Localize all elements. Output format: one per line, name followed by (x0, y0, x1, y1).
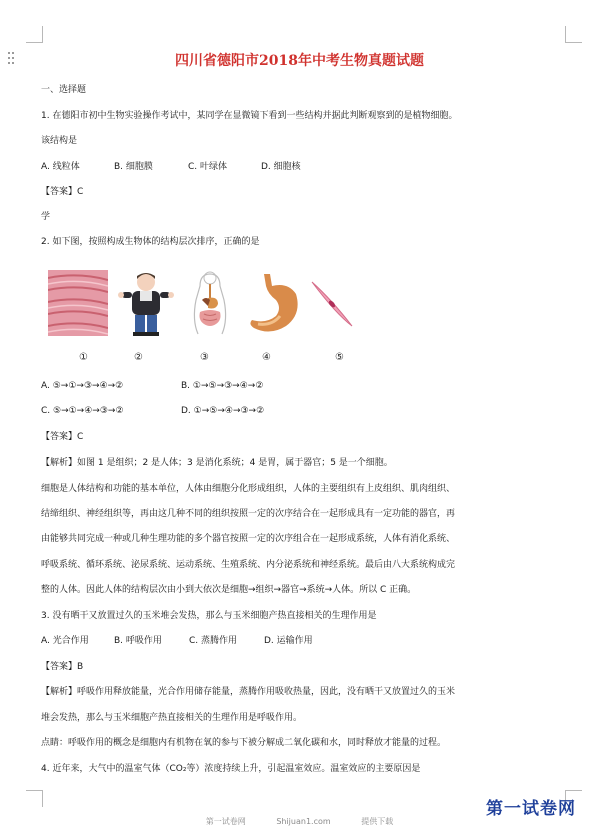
digestive-system-image (178, 270, 242, 336)
question-2-analysis-line: 结缔组织、神经组织等，再由这几种不同的组织按照一定的次序结合在一起形成具有一定功能的器官，再 (41, 509, 456, 519)
figure-labels (0, 352, 599, 366)
option-c: C. 叶绿体 (188, 162, 228, 172)
question-4-stem: 4. 近年来，大气中的温室气体（CO₂等）浓度持续上升，引起温室效应。温室效应的主要原因是 (41, 764, 421, 774)
question-3-options (41, 635, 313, 647)
option-d: D. ①→⑤→④→③→② (181, 406, 265, 416)
figure-label-4: ④ (262, 352, 271, 363)
figure-label-5: ⑤ (335, 352, 344, 363)
question-2-options-row2 (41, 405, 264, 417)
question-2-analysis-line: 呼吸系统、循环系统、泌尿系统、运动系统、生殖系统、内分泌系统和神经系统。最后由八大系统构成完 (41, 560, 456, 570)
question-3-tip: 点睛：呼吸作用的概念是细胞内有机物在氧的参与下被分解成二氧化碳和水，同时释放才能量的过程。 (41, 738, 447, 748)
page-corner-mark (565, 26, 582, 43)
figure-label-2: ② (134, 352, 143, 363)
page-footer (0, 816, 599, 827)
option-d: D. 运输作用 (264, 636, 313, 646)
option-b: B. ①→⑤→③→④→② (181, 381, 264, 391)
tissue-image (48, 270, 108, 336)
option-c: C. ⑤→①→④→③→② (41, 406, 124, 416)
option-b: B. 呼吸作用 (114, 636, 162, 646)
cell-image (306, 270, 358, 336)
question-3-stem: 3. 没有晒干又放置过久的玉米堆会发热，那么与玉米细胞产热直接相关的生理作用是 (41, 611, 377, 621)
human-body-image (114, 270, 178, 336)
question-2-analysis-line: 细胞是人体结构和功能的基本单位，人体由细胞分化形成组织，人体的主要组织有上皮组织、肌肉组织、 (41, 484, 456, 494)
question-2-stem: 2. 如下图，按照构成生物体的结构层次排序，正确的是 (41, 237, 260, 247)
option-a: A. 线粒体 (41, 162, 80, 172)
question-3-answer: 【答案】B (41, 662, 84, 672)
question-2-analysis-line: 整的人体。因此人体的结构层次由小到大依次是细胞→组织→器官→系统→人体。所以 C 正确。 (41, 585, 417, 595)
option-b: B. 细胞膜 (114, 162, 153, 172)
page-corner-mark (26, 790, 43, 807)
question-2-options-row1 (41, 380, 263, 392)
question-3-analysis-line: 【解析】呼吸作用释放能量，光合作用储存能量，蒸腾作用吸收热量，因此，没有晒干又放置过久的玉米 (41, 687, 456, 697)
page-corner-mark (26, 26, 43, 43)
footer-download-text: 提供下载 (361, 817, 394, 826)
option-a: A. ⑤→①→③→④→② (41, 381, 124, 391)
stomach-image (244, 270, 304, 336)
figure-label-1: ① (79, 352, 88, 363)
question-1-stem: 1. 在德阳市初中生物实验操作考试中，某同学在显微镜下看到一些结构并据此判断观察到的是植物细胞。 (41, 111, 458, 121)
question-2-answer: 【答案】C (41, 432, 84, 442)
question-1-options (41, 161, 301, 173)
option-d: D. 细胞核 (261, 162, 301, 172)
document-title: 四川省德阳市2018年中考生物真题试题 (175, 53, 424, 69)
section-heading: 一、选择题 (41, 85, 87, 95)
option-c: C. 蒸腾作用 (189, 636, 238, 646)
question-1-answer: 【答案】C (41, 187, 84, 197)
question-1-stem-cont: 该结构是 (41, 136, 78, 146)
stray-character: 学 (41, 212, 51, 222)
figure-label-3: ③ (200, 352, 209, 363)
site-logo: 第一试卷网 (486, 799, 576, 819)
question-2-analysis-line: 由能够共同完成一种或几种生理功能的多个器官按照一定的次序组合在一起形成系统，人体有消化系统、 (41, 534, 456, 544)
option-a: A. 光合作用 (41, 636, 89, 646)
question-2-analysis-line: 【解析】如图 1 是组织；2 是人体；3 是消化系统；4 是胃，属于器官；5 是一个细胞。 (41, 458, 393, 468)
question-3-analysis-line: 堆会发热，那么与玉米细胞产热直接相关的生理作用是呼吸作用。 (41, 713, 303, 723)
footer-site-name: 第一试卷网 (205, 817, 246, 826)
question-2-figure (48, 270, 358, 336)
footer-site-url: Shijuan1.com (276, 817, 331, 826)
